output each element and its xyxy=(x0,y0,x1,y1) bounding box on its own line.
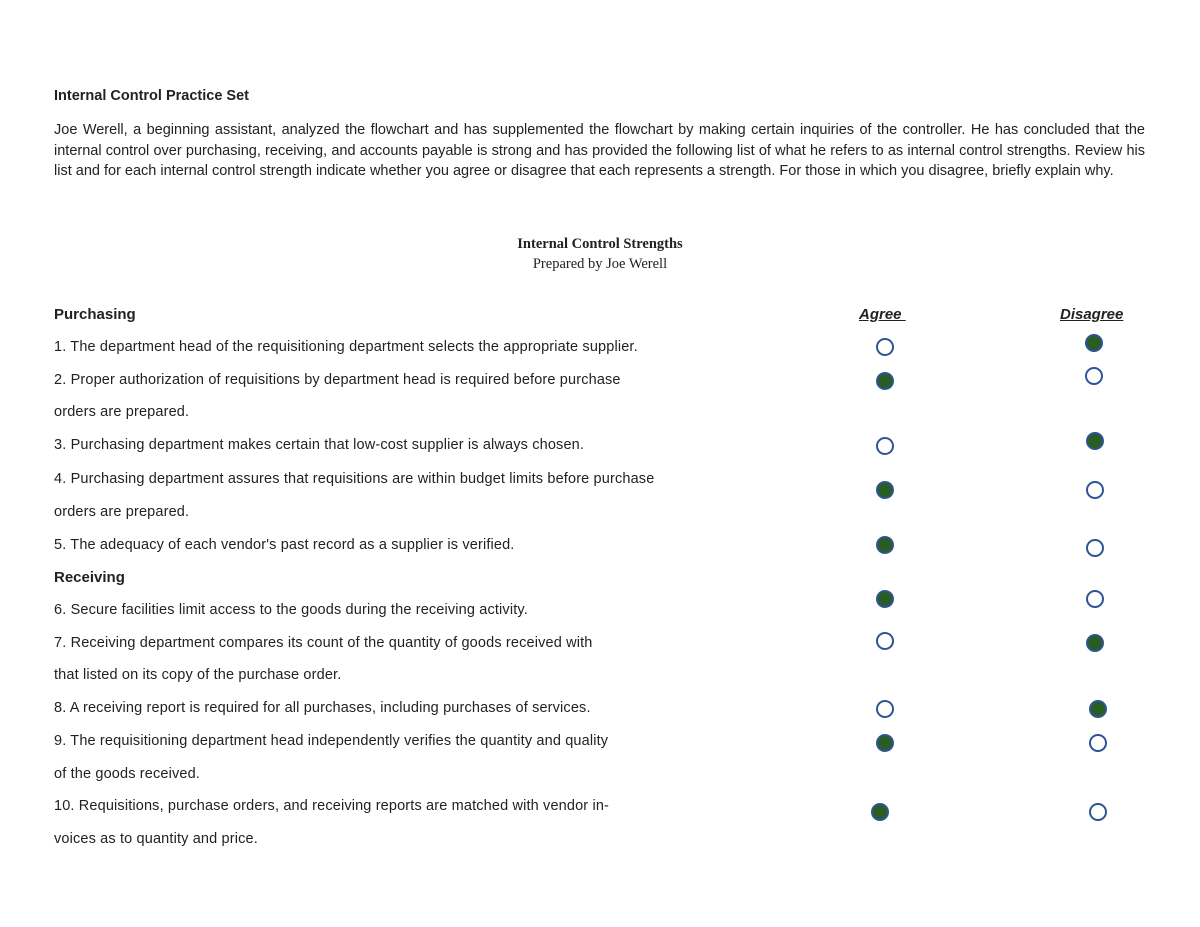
item-1-line-1: 1. The department head of the requisitioning department selects the appropriate supplier. xyxy=(54,339,638,355)
item-9-line-2: of the goods received. xyxy=(54,766,200,782)
item-5-line-1: 5. The adequacy of each vendor's past record as a supplier is verified. xyxy=(54,537,515,553)
item-1-agree-radio[interactable] xyxy=(876,338,894,356)
item-10-line-1: 10. Requisitions, purchase orders, and receiving reports are matched with vendor in- xyxy=(54,798,610,814)
page-title: Internal Control Practice Set xyxy=(54,88,249,104)
intro-paragraph: Joe Werell, a beginning assistant, analyzed the flowchart and has supplemented the flowchart by making certain inquiries of the controller. He has concluded that the internal control over purchasing, receiving, and accounts payable is strong and has provided the following list of what he refers to as internal control strengths. Review his list and for each internal control strength indicate whether you agree or disagree that each represents a strength. For those in which you disagree, briefly explain why. xyxy=(54,122,1145,179)
item-3-disagree-radio[interactable] xyxy=(1086,432,1104,450)
item-1-disagree-radio[interactable] xyxy=(1085,334,1103,352)
item-8-disagree-radio[interactable] xyxy=(1089,700,1107,718)
item-3-agree-radio[interactable] xyxy=(876,437,894,455)
item-7-disagree-radio[interactable] xyxy=(1086,634,1104,652)
table-title: Internal Control Strengths xyxy=(517,236,683,252)
section-purchasing: Purchasing xyxy=(54,306,136,323)
item-7-agree-radio[interactable] xyxy=(876,632,894,650)
item-4-line-2: orders are prepared. xyxy=(54,504,190,520)
item-2-line-1: 2. Proper authorization of requisitions by department head is required before purchase xyxy=(54,372,621,388)
item-9-agree-radio[interactable] xyxy=(876,734,894,752)
item-3-line-1: 3. Purchasing department makes certain that low-cost supplier is always chosen. xyxy=(54,437,585,453)
column-header-disagree: Disagree xyxy=(1060,306,1124,323)
item-10-line-2: voices as to quantity and price. xyxy=(54,831,258,847)
item-10-agree-radio[interactable] xyxy=(871,803,889,821)
item-7-line-2: that listed on its copy of the purchase order. xyxy=(54,667,342,683)
item-6-disagree-radio[interactable] xyxy=(1086,590,1104,608)
item-2-agree-radio[interactable] xyxy=(876,372,894,390)
item-5-disagree-radio[interactable] xyxy=(1086,539,1104,557)
item-4-line-1: 4. Purchasing department assures that requisitions are within budget limits before purchase xyxy=(54,471,655,487)
item-9-disagree-radio[interactable] xyxy=(1089,734,1107,752)
item-7-line-1: 7. Receiving department compares its count of the quantity of goods received with xyxy=(54,635,593,651)
item-10-disagree-radio[interactable] xyxy=(1089,803,1107,821)
item-6-line-1: 6. Secure facilities limit access to the goods during the receiving activity. xyxy=(54,602,528,618)
section-receiving: Receiving xyxy=(54,569,125,586)
item-4-agree-radio[interactable] xyxy=(876,481,894,499)
item-5-agree-radio[interactable] xyxy=(876,536,894,554)
table-subtitle: Prepared by Joe Werell xyxy=(532,256,668,272)
column-header-agree: Agree xyxy=(859,306,906,323)
item-4-disagree-radio[interactable] xyxy=(1086,481,1104,499)
item-6-agree-radio[interactable] xyxy=(876,590,894,608)
item-9-line-1: 9. The requisitioning department head independently verifies the quantity and quality xyxy=(54,733,609,749)
item-8-line-1: 8. A receiving report is required for all purchases, including purchases of services. xyxy=(54,700,591,716)
item-8-agree-radio[interactable] xyxy=(876,700,894,718)
item-2-disagree-radio[interactable] xyxy=(1085,367,1103,385)
item-2-line-2: orders are prepared. xyxy=(54,404,190,420)
